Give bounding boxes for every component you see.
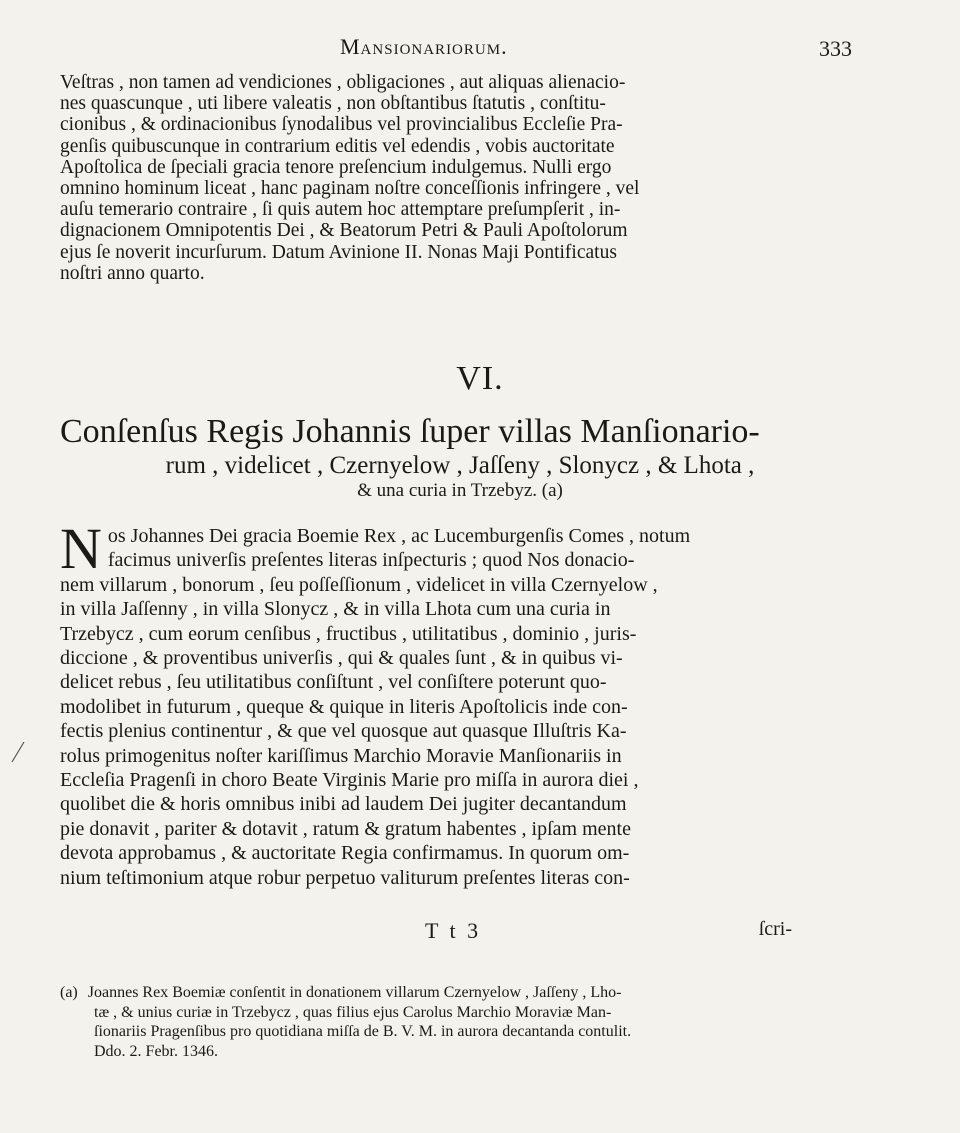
text-line: pie donavit , pariter & dotavit , ratum & gratum habentes , ipſam mente: [60, 817, 631, 840]
footnote-line: tæ , & unius curiæ in Trzebycz , quas filius ejus Carolus Marchio Moraviæ Man-: [94, 1003, 612, 1021]
text-line: fectis plenius continentur , & que vel quosque aut quasque Illuſtris Ka-: [60, 720, 627, 743]
heading-line: & una curia in Trzebyz. (a): [357, 480, 563, 501]
running-title: Mansionariorum.: [340, 34, 508, 59]
margin-stroke-icon: [8, 740, 28, 764]
text-line: cionibus , & ordinacionibus ſynodalibus vel provincialibus Eccleſie Pra-: [60, 114, 623, 136]
text-line: in villa Jaſſenny , in villa Slonycz , & in villa Lhota cum una curia in: [60, 598, 611, 621]
continuation-paragraph: [60, 72, 860, 284]
text-line: Veſtras , non tamen ad vendiciones , obligaciones , aut aliquas alienacio-: [60, 72, 626, 93]
drop-cap: N: [60, 516, 102, 581]
text-line: Apoſtolica de ſpeciali gracia tenore preſencium indulgemus. Nulli ergo: [60, 156, 612, 178]
signature-mark: T t 3: [425, 918, 482, 943]
text-line: omnino hominum liceat , hanc paginam noſtre conceſſionis infringere , vel: [60, 178, 640, 200]
heading-line: rum , videlicet , Czernyelow , Jaſſeny , Slonycz , & Lhota ,: [165, 452, 755, 479]
heading-line: Conſenſus Regis Johannis ſuper villas Manſionario-: [60, 413, 760, 450]
catchword: ſcri-: [758, 918, 792, 940]
signature-line: [60, 918, 860, 944]
text-line: Eccleſia Pragenſi in choro Beate Virginis Marie pro miſſa in aurora diei ,: [60, 769, 639, 792]
charter-paragraph: [60, 516, 860, 890]
text-line: devota approbamus , & auctoritate Regia confirmamus. In quorum om-: [60, 842, 630, 865]
section-heading: [60, 412, 860, 502]
text-line: rolus primogenitus noſter kariſſimus Marchio Moravie Manſionariis in: [60, 744, 622, 767]
text-line: auſu temerario contraire , ſi quis autem hoc attemptare preſumpſerit , in-: [60, 199, 621, 221]
text-line: genſis quibuscunque in contrarium editis vel edendis , vobis auctoritate: [60, 135, 615, 157]
text-line: os Johannes Dei gracia Boemie Rex , ac Lucemburgenſis Comes , notum: [107, 525, 691, 547]
footnote-marker: (a): [60, 984, 78, 1001]
running-head: [0, 34, 960, 64]
text-line: ejus ſe noverit incurſurum. Datum Avinione II. Nonas Maji Pontificatus: [60, 241, 617, 263]
footnote-text: Joannes Rex Boemiæ conſentit in donationem villarum Czernyelow , Jaſſeny , Lho-: [87, 984, 622, 1001]
footnote-line: Ddo. 2. Febr. 1346.: [94, 1042, 218, 1060]
footnote-line: ſionariis Pragenſibus pro quotidiana miſſa de B. V. M. in aurora decantanda contulit.: [94, 1023, 632, 1040]
section-number: VI.: [456, 360, 504, 397]
footnote-line: [60, 983, 850, 1003]
text-line: facimus univerſis preſentes literas inſpecturis ; quod Nos donacio-: [107, 549, 635, 572]
text-line: quolibet die & horis omnibus inibi ad laudem Dei jugiter decantandum: [60, 793, 627, 816]
text-line: delicet rebus , ſeu utilitatibus conſiſtunt , vel conſiſtere poterunt quo-: [60, 671, 607, 694]
page-number: 333: [819, 36, 852, 61]
text-line: diccione , & proventibus univerſis , qui & quales ſunt , & in quibus vi-: [60, 647, 623, 670]
text-line: dignacionem Omnipotentis Dei , & Beatorum Petri & Pauli Apoſtolorum: [60, 220, 628, 242]
text-line: nem villarum , bonorum , ſeu poſſeſſionum , videlicet in villa Czernyelow ,: [60, 573, 658, 596]
footnote: [60, 983, 850, 1061]
text-line: nium teſtimonium atque robur perpetuo valiturum preſentes literas con-: [60, 866, 630, 889]
text-line: Trzebycz , cum eorum cenſibus , fructibus , utilitatibus , dominio , juris-: [60, 622, 637, 645]
text-line: modolibet in futurum , queque & quique in literis Apoſtolicis inde con-: [60, 695, 628, 718]
text-line: nes quascunque , uti libere valeatis , non obſtantibus ſtatutis , conſtitu-: [60, 93, 606, 115]
text-line: noſtri anno quarto.: [60, 262, 205, 284]
